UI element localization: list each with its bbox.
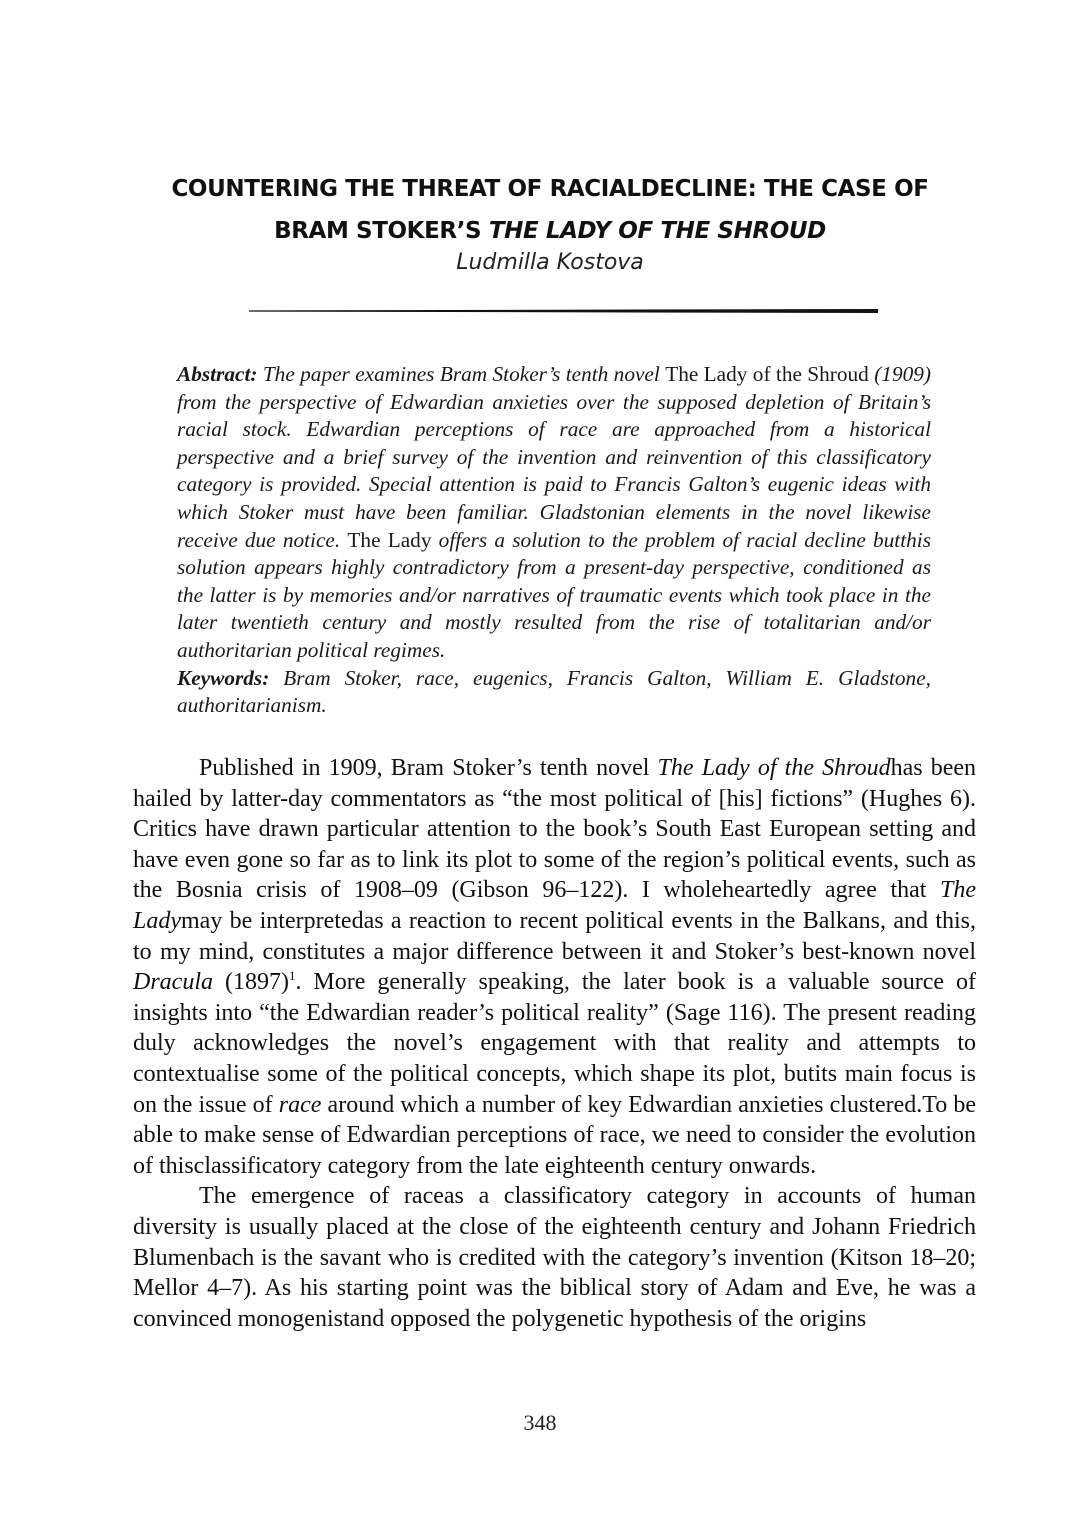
abstract-label: Abstract: [177, 362, 258, 386]
abstract-text-1: The paper examines Bram Stoker’s tenth novel [257, 362, 666, 386]
body-p1-dracula: Dracula [133, 969, 213, 996]
body-text [133, 753, 976, 1334]
footnote-marker[interactable]: 1 [288, 968, 296, 984]
body-paragraph-2: The emergence of raceas a classificatory category in accounts of human diversity is usually placed at the close of the eighteenth century and Johann Friedrich Blumenbach is the savant who is credited with the category’s invention (Kitson 18–20; Mellor 4–7). As his starting point was the biblical story of Adam and Eve, he was a convinced monogenistand opposed the polygenetic hypothesis of the origins [133, 1183, 976, 1332]
body-p1-short-title: The Lady [133, 877, 976, 934]
article-title [120, 168, 980, 252]
body-p1-text-1: Published in 1909, Bram Stoker’s tenth novel [199, 755, 658, 781]
body-paragraph-1 [133, 753, 976, 1181]
title-line-1: COUNTERING THE THREAT OF RACIALDECLINE: THE CASE OF [171, 176, 929, 202]
body-p1-year: (1897) [213, 969, 289, 996]
abstract-text-2: (1909) from the perspective of Edwardian anxieties over the supposed depletion of Britain’s racial stock. Edwardian perceptions of race are approached from a historical perspective and a brief survey of the invention and reinvention of this classificatory category is provided. Special attention is paid to Francis Galton’s eugenic ideas with which Stoker must have been familiar. Gladstonian elements in the novel likewise receive due notice. [177, 362, 931, 552]
title-divider [249, 309, 878, 313]
abstract-novel-title: The Lady of the Shroud [665, 362, 869, 386]
body-p1-text-3: may be interpretedas a reaction to recent political events in the Balkans, and this, to my mind, constitutes a major difference between it and Stoker’s best-known novel [133, 907, 976, 965]
abstract-paragraph [177, 361, 931, 665]
body-p1-text-4: . More generally speaking, the later book is a valuable source of insights into “the Edwardian reader’s political reality” (Sage 116). The present reading duly acknowledges the novel’s engagement with that reality and attempts to contextualise some of the political concepts, which shape its plot, butits main focus is on the issue of [133, 969, 976, 1118]
keywords-text: Bram Stoker, race, eugenics, Francis Galton, William E. Gladstone, authoritarianism. [177, 665, 931, 718]
body-p1-race: race [278, 1091, 322, 1118]
keywords-label: Keywords: [177, 665, 270, 690]
title-line-2-prefix: BRAM STOKER’S [274, 218, 489, 244]
body-p1-text-2: has been hailed by latter-day commentators as “the most political of [his] fictions” (Hughes 6). Critics have drawn particular attention to the book’s South East European setting and have even gone so far as to link its plot to some of the region’s political events, such as the Bosnia crisis of 1908–09 (Gibson 96–122). I wholeheartedly agree that [133, 755, 977, 904]
body-p1-text-5: around which a number of key Edwardian anxieties clustered.To be able to make sense of Edwardian perceptions of race, we need to consider the evolution of thisclassificatory category from the late eighteenth century onwards. [133, 1091, 977, 1179]
author-name: Ludmilla Kostova [456, 250, 644, 275]
abstract-text-3: offers a solution to the problem of racial decline butthis solution appears highly contradictory from a present-day perspective, conditioned as the latter is by memories and/or narratives of traumatic events which took place in the later twentieth century and mostly resulted from the rise of totalitarian and/or authoritarian political regimes. [177, 527, 931, 662]
abstract [177, 361, 931, 720]
page-number: 348 [523, 1410, 557, 1435]
keywords [177, 665, 931, 720]
title-line-2 [120, 210, 980, 252]
abstract-novel-short-title: The Lady [347, 527, 432, 552]
title-novel-name: THE LADY OF THE SHROUD [488, 218, 826, 244]
body-p1-novel-title: The Lady of the Shroud [657, 755, 891, 781]
